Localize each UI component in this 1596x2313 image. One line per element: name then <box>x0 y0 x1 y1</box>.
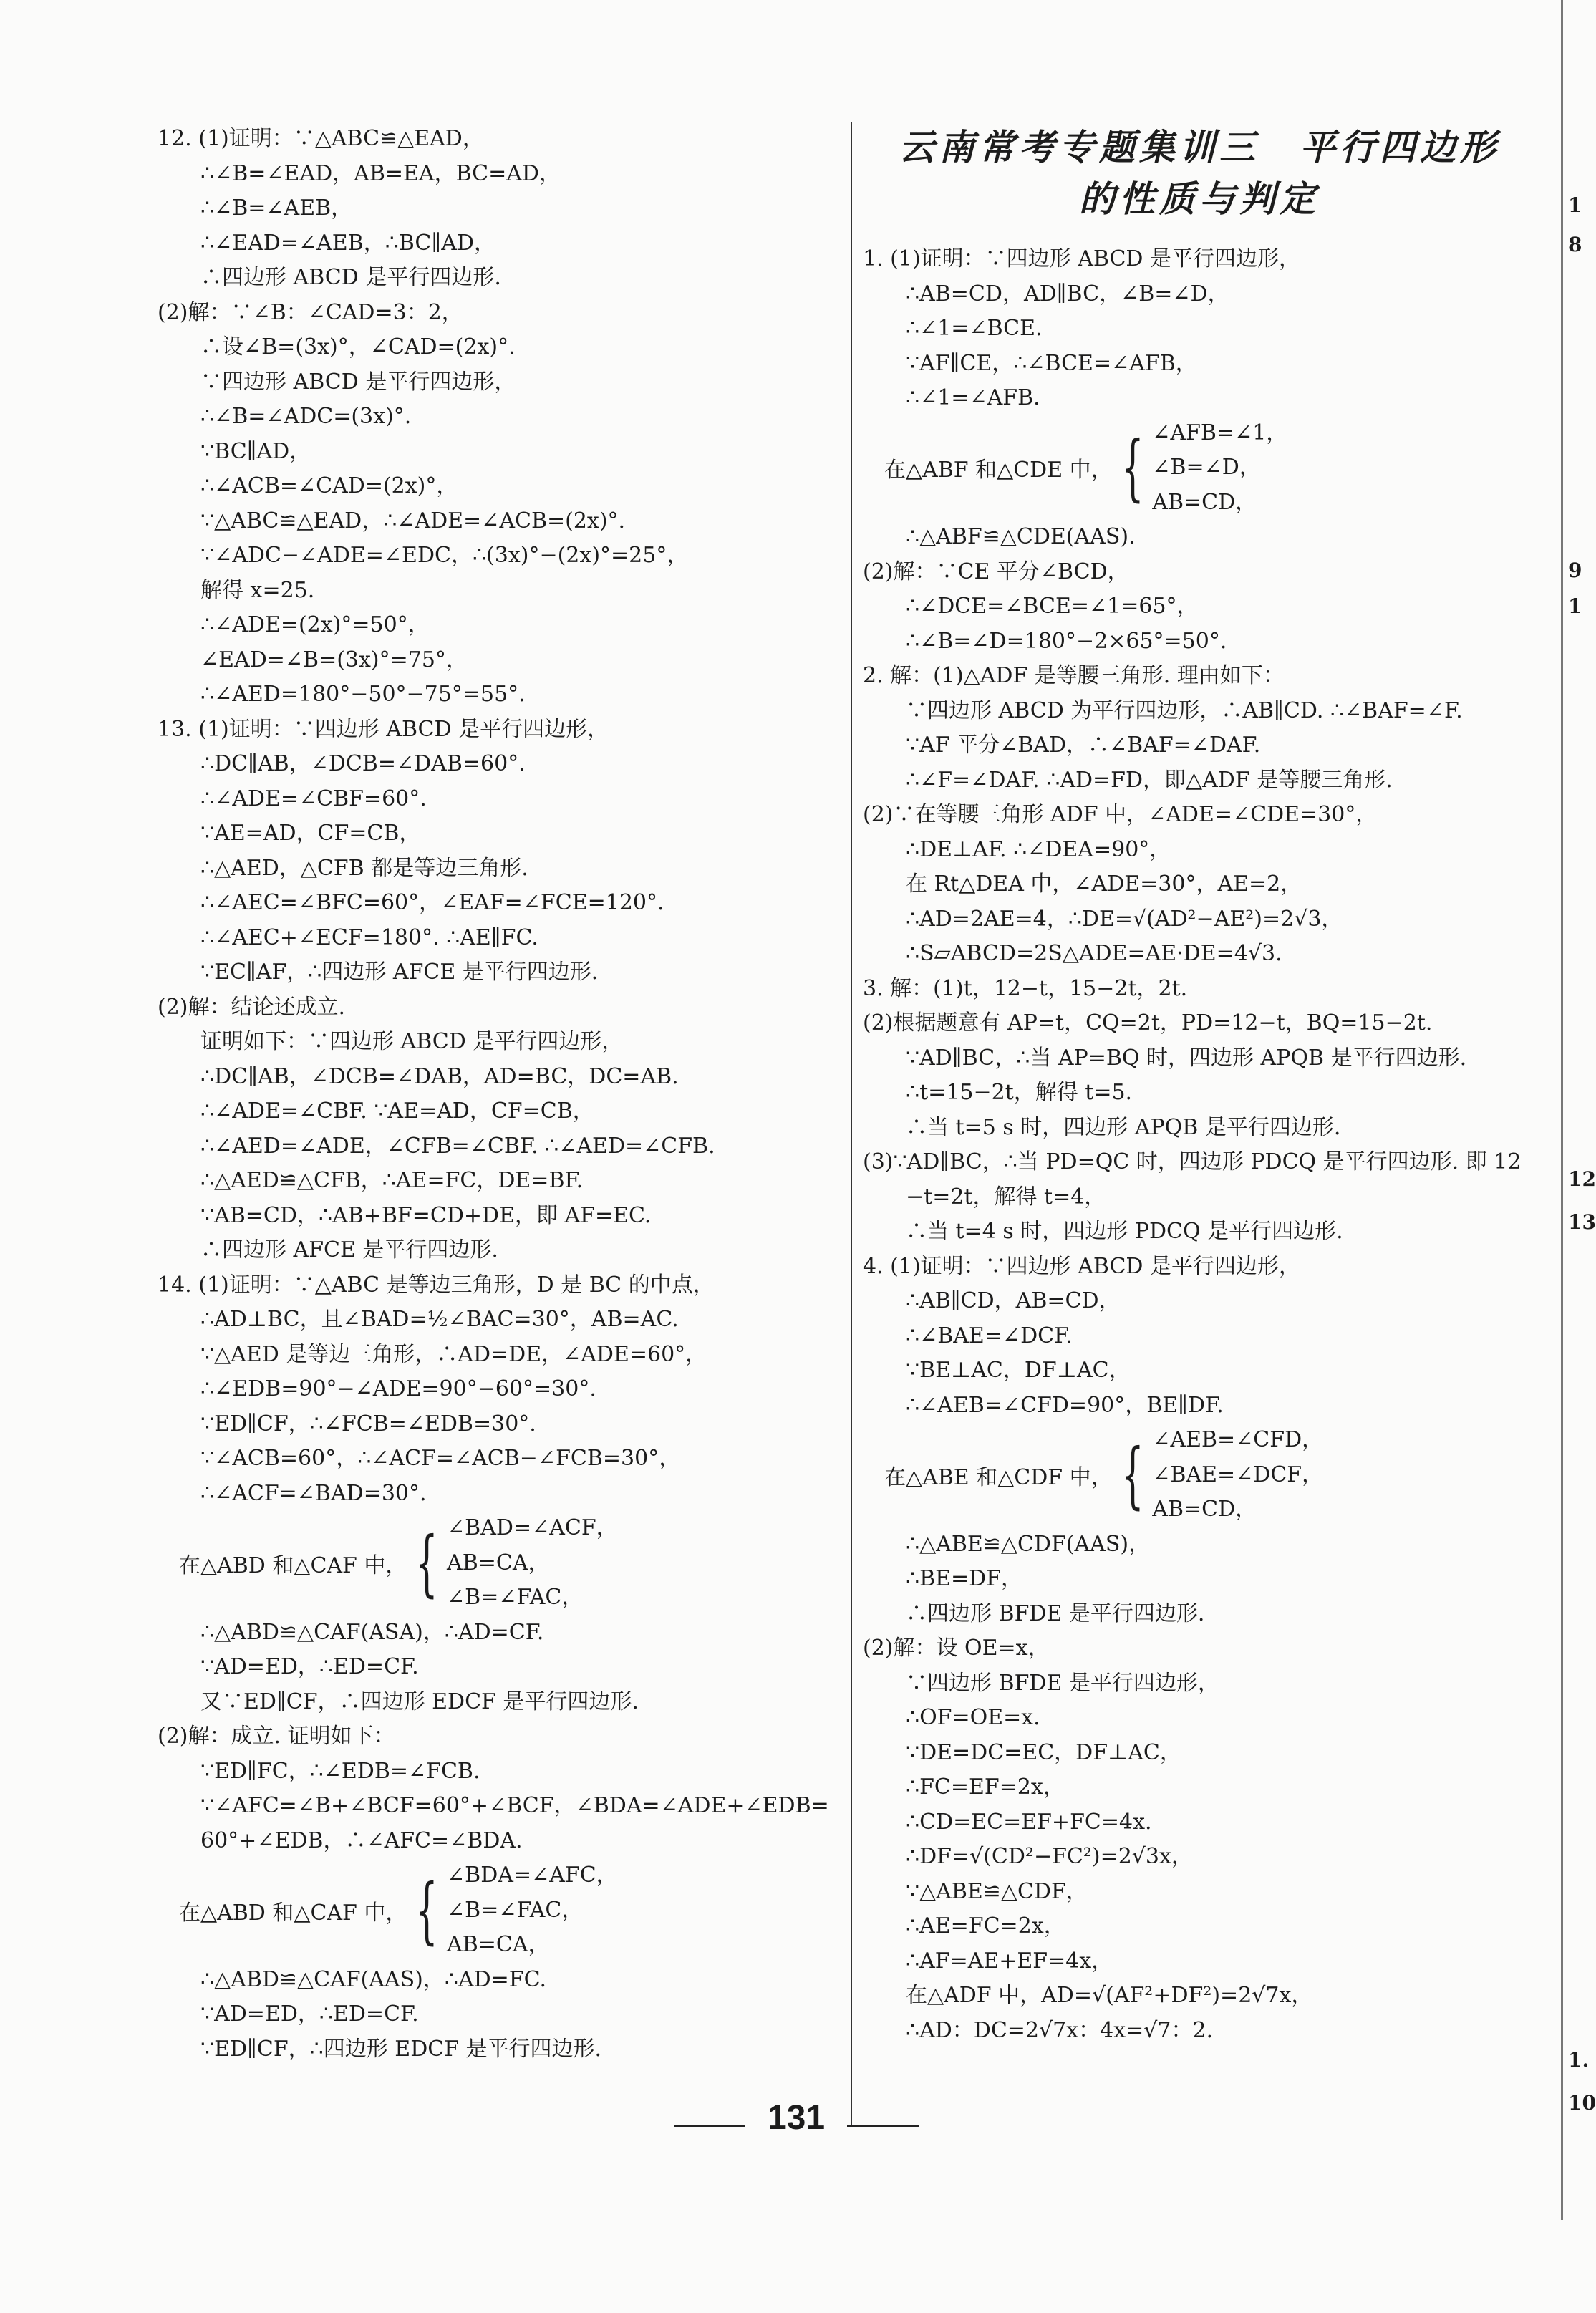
text-line: ∵BE⊥AC，DF⊥AC， <box>906 1358 1131 1383</box>
text-line: 60°+∠EDB，∴∠AFC=∠BDA. <box>200 1827 523 1853</box>
text-line: 在△ADF 中，AD=√(AF²+DF²)=2√7x， <box>906 1983 1313 2008</box>
text-line: ∴△ABD≌△CAF(AAS)，∴AD=FC. <box>200 1966 547 1992</box>
text-line: ∵△ABE≌△CDF， <box>906 1878 1088 1904</box>
text-line: ∴四边形 BFDE 是平行四边形. <box>906 1600 1205 1626</box>
text-line: (2)解：设 OE=x， <box>863 1636 1050 1661</box>
edge-fragment: 12 <box>1568 1167 1596 1191</box>
text-line: ∵△ABC≌△EAD，∴∠ADE=∠ACB=(2x)°. <box>200 508 626 533</box>
text-line: ∴∠AEC=∠BFC=60°，∠EAF=∠FCE=120°. <box>200 890 664 915</box>
text-line: ∴∠1=∠AFB. <box>906 385 1040 410</box>
text-line: ∴FC=EF=2x， <box>906 1774 1065 1800</box>
text-line: ∵AB=CD，∴AB+BF=CD+DE，即 AF=EC. <box>200 1202 652 1228</box>
text-line: ∴∠ACB=∠CAD=(2x)°， <box>200 473 458 498</box>
text-line: ∵∠AFC=∠B+∠BCF=60°+∠BCF，∠BDA=∠ADE+∠EDB= <box>200 1793 829 1818</box>
brace-condition: ∠BAD=∠ACF， <box>447 1515 618 1540</box>
text-line: (2)解：成立. 证明如下： <box>158 1724 395 1749</box>
left-column <box>158 122 845 2067</box>
edge-fragment: 1 <box>1568 594 1582 618</box>
text-line: (2)解：∵∠B：∠CAD=3：2， <box>158 299 463 325</box>
text-line: ∵AF∥CE，∴∠BCE=∠AFB， <box>906 350 1197 376</box>
text-line: ∴DF=√(CD²−FC²)=2√3x， <box>906 1844 1193 1869</box>
text-line: ∴∠DCE=∠BCE=∠1=65°， <box>906 594 1199 619</box>
brace-condition: AB=CD， <box>1152 489 1257 515</box>
brace-condition: ∠BDA=∠AFC， <box>447 1863 618 1888</box>
text-line: ∴∠B=∠AEB， <box>200 195 353 221</box>
brace-condition: ∠AFB=∠1， <box>1152 420 1288 445</box>
column-divider <box>851 122 852 2127</box>
text-line: ∴当 t=5 s 时，四边形 APQB 是平行四边形. <box>906 1114 1341 1140</box>
text-line: 证明如下：∵四边形 ABCD 是平行四边形， <box>200 1029 624 1054</box>
text-line: ∴OF=OE=x. <box>906 1705 1040 1730</box>
edge-fragment: 1 <box>1568 193 1582 217</box>
text-line: ∴∠AEC+∠ECF=180°. ∴AE∥FC. <box>200 924 538 950</box>
text-line: ∵ED∥CF，∴四边形 EDCF 是平行四边形. <box>200 2036 602 2062</box>
text-line: (3)∵AD∥BC，∴当 PD=QC 时，四边形 PDCQ 是平行四边形. 即 12 <box>863 1149 1522 1174</box>
text-line: ∵EC∥AF，∴四边形 AFCE 是平行四边形. <box>200 960 599 985</box>
text-line: ∴∠BAE=∠DCF. <box>906 1323 1073 1348</box>
text-line: ∴AD=2AE=4，∴DE=√(AD²−AE²)=2√3， <box>906 906 1343 932</box>
text-line: 4. (1)证明：∵四边形 ABCD 是平行四边形， <box>863 1253 1301 1279</box>
text-line: ∴BE=DF， <box>906 1566 1023 1591</box>
brace-condition: AB=CA， <box>447 1550 550 1575</box>
text-line: ∴CD=EC=EF+FC=4x. <box>906 1809 1152 1835</box>
brace-condition-group <box>863 416 1536 521</box>
text-line: ∴AD⊥BC，且∠BAD=½∠BAC=30°，AB=AC. <box>200 1307 679 1332</box>
text-line: 解得 x=25. <box>200 577 315 603</box>
text-line: 3. 解：(1)t，12−t，15−2t，2t. <box>863 975 1188 1001</box>
brace-symbol: { <box>1121 1432 1144 1517</box>
text-line: ∴四边形 ABCD 是平行四边形. <box>200 265 501 290</box>
text-line: ∵ED∥FC，∴∠EDB=∠FCB. <box>200 1758 480 1784</box>
text-line: ∴∠EAD=∠AEB，∴BC∥AD， <box>200 230 495 256</box>
text-line: ∴∠ADE=(2x)°=50°， <box>200 612 430 637</box>
page-number: 131 <box>767 2099 826 2137</box>
text-line: ∴∠AED=180°−50°−75°=55°. <box>200 682 526 707</box>
edge-fragment: 9 <box>1568 559 1582 582</box>
text-line: ∵DE=DC=EC，DF⊥AC， <box>906 1739 1181 1765</box>
text-line: ∴AF=AE+EF=4x， <box>906 1948 1113 1974</box>
brace-label: 在△ABF 和△CDE 中， <box>884 458 1113 483</box>
text-line: ∵四边形 BFDE 是平行四边形， <box>906 1670 1219 1696</box>
brace-condition: ∠BAE=∠DCF， <box>1152 1462 1324 1487</box>
text-line: ∴△ABE≌△CDF(AAS)， <box>906 1531 1151 1557</box>
text-line: ∴AB=CD，AD∥BC，∠B=∠D， <box>906 281 1229 306</box>
text-line: ∴∠F=∠DAF. ∴AD=FD，即△ADF 是等腰三角形. <box>906 767 1393 793</box>
brace-condition-group <box>158 1858 845 1963</box>
brace-symbol: { <box>1121 425 1144 510</box>
text-line: ∵△AED 是等边三角形，∴AD=DE，∠ADE=60°， <box>200 1341 707 1367</box>
text-line: (2)根据题意有 AP=t，CQ=2t，PD=12−t，BQ=15−2t. <box>863 1010 1433 1035</box>
text-line: ∴∠B=∠EAD，AB=EA，BC=AD， <box>200 160 561 186</box>
text-line: ∴t=15−2t，解得 t=5. <box>906 1080 1133 1105</box>
text-line: ∴当 t=4 s 时，四边形 PDCQ 是平行四边形. <box>906 1219 1343 1244</box>
text-line: 12. (1)证明：∵△ABC≌△EAD， <box>158 126 484 151</box>
text-line: ∴DC∥AB，∠DCB=∠DAB，AD=BC，DC=AB. <box>200 1063 679 1089</box>
brace-symbol: { <box>415 1868 439 1952</box>
text-line: ∴DC∥AB，∠DCB=∠DAB=60°. <box>200 751 526 776</box>
text-line: 14. (1)证明：∵△ABC 是等边三角形，D 是 BC 的中点， <box>158 1272 715 1298</box>
text-line: 2. 解：(1)△ADF 是等腰三角形. 理由如下： <box>863 663 1285 688</box>
text-line: ∴∠B=∠ADC=(3x)°. <box>200 404 412 429</box>
text-line: ∵AE=AD，CF=CB， <box>200 821 421 846</box>
text-line: ∴∠ACF=∠BAD=30°. <box>200 1480 427 1506</box>
text-line: ∴△AED，△CFB 都是等边三角形. <box>200 855 528 881</box>
page-footer <box>0 2098 1592 2138</box>
brace-label: 在△ABE 和△CDF 中， <box>884 1464 1113 1490</box>
brace-label: 在△ABD 和△CAF 中， <box>179 1553 407 1578</box>
brace-condition: ∠B=∠FAC， <box>447 1897 584 1923</box>
brace-condition: AB=CA， <box>447 1932 550 1957</box>
text-line: ∴△ABD≌△CAF(ASA)，∴AD=CF. <box>200 1619 544 1645</box>
text-line: 在 Rt△DEA 中，∠ADE=30°，AE=2， <box>906 871 1302 897</box>
text-line: ∴∠ADE=∠CBF. ∵AE=AD，CF=CB， <box>200 1098 594 1124</box>
brace-condition-group <box>158 1511 845 1616</box>
text-line: 1. (1)证明：∵四边形 ABCD 是平行四边形， <box>863 246 1301 271</box>
text-line: ∴△ABF≌△CDE(AAS). <box>906 524 1136 549</box>
brace-condition-group <box>863 1423 1536 1527</box>
text-line: ∠EAD=∠B=(3x)°=75°， <box>200 647 468 672</box>
section-title: 云南常考专题集训三 平行四边形 <box>899 126 1500 168</box>
brace-condition: ∠AEB=∠CFD， <box>1152 1427 1324 1452</box>
text-line: ∴△AED≌△CFB，∴AE=FC，DE=BF. <box>200 1168 584 1193</box>
text-line: ∴∠B=∠D=180°−2×65°=50°. <box>906 628 1227 654</box>
text-line: ∴AE=FC=2x， <box>906 1913 1065 1938</box>
text-line: ∴设∠B=(3x)°，∠CAD=(2x)°. <box>200 334 516 359</box>
text-line: ∵AD=ED，∴ED=CF. <box>200 1654 419 1679</box>
text-line: ∴AB∥CD，AB=CD， <box>906 1288 1121 1313</box>
text-line: ∵AF 平分∠BAD，∴∠BAF=∠DAF. <box>906 733 1261 758</box>
text-line: (2)解：∵CE 平分∠BCD， <box>863 559 1129 584</box>
text-line: ∴S▱ABCD=2S△ADE=AE·DE=4√3. <box>906 941 1282 966</box>
text-line: (2)∵在等腰三角形 ADF 中，∠ADE=∠CDE=30°， <box>863 802 1378 827</box>
text-line: ∵四边形 ABCD 为平行四边形，∴AB∥CD. ∴∠BAF=∠F. <box>906 697 1463 723</box>
right-column <box>863 122 1536 2048</box>
text-line: ∵∠ACB=60°，∴∠ACF=∠ACB−∠FCB=30°， <box>200 1446 681 1471</box>
text-line: ∴∠AEB=∠CFD=90°，BE∥DF. <box>906 1392 1224 1418</box>
text-line: ∴AD：DC=2√7x：4x=√7：2. <box>906 2017 1214 2043</box>
brace-condition: AB=CD， <box>1152 1497 1257 1522</box>
brace-condition: ∠B=∠FAC， <box>447 1585 584 1610</box>
text-line: ∴∠1=∠BCE. <box>906 316 1043 341</box>
text-line: ∵AD=ED，∴ED=CF. <box>200 2001 419 2027</box>
edge-fragment: 10 <box>1568 2091 1596 2115</box>
text-line: ∵BC∥AD， <box>200 438 311 464</box>
text-line: ∴∠AED=∠ADE，∠CFB=∠CBF. ∴∠AED=∠CFB. <box>200 1133 715 1159</box>
text-line: ∵ED∥CF，∴∠FCB=∠EDB=30°. <box>200 1411 536 1436</box>
section-title: 的性质与判定 <box>1079 178 1320 220</box>
text-line: −t=2t，解得 t=4， <box>906 1184 1106 1209</box>
text-line: (2)解：结论还成立. <box>158 994 346 1020</box>
edge-fragment: 1. <box>1568 2048 1590 2072</box>
footer-rule-left <box>674 2125 745 2127</box>
text-line: 13. (1)证明：∵四边形 ABCD 是平行四边形， <box>158 716 609 742</box>
page-edge-line <box>1561 0 1563 2220</box>
text-line: ∵四边形 ABCD 是平行四边形， <box>200 369 516 395</box>
brace-symbol: { <box>415 1520 439 1605</box>
edge-fragment: 8 <box>1568 233 1582 256</box>
edge-fragment: 13 <box>1568 1210 1596 1234</box>
brace-condition: ∠B=∠D， <box>1152 455 1261 480</box>
brace-label: 在△ABD 和△CAF 中， <box>179 1900 407 1926</box>
text-line: 又∵ED∥CF，∴四边形 EDCF 是平行四边形. <box>200 1689 639 1714</box>
text-line: ∴∠ADE=∠CBF=60°. <box>200 786 427 811</box>
text-line: ∴∠EDB=90°−∠ADE=90°−60°=30°. <box>200 1376 596 1401</box>
footer-rule-right <box>847 2125 919 2127</box>
text-line: ∴四边形 AFCE 是平行四边形. <box>200 1237 498 1262</box>
text-line: ∵AD∥BC，∴当 AP=BQ 时，四边形 APQB 是平行四边形. <box>906 1045 1467 1071</box>
text-line: ∵∠ADC−∠ADE=∠EDC，∴(3x)°−(2x)°=25°， <box>200 543 689 568</box>
text-line: ∴DE⊥AF. ∴∠DEA=90°， <box>906 836 1171 862</box>
